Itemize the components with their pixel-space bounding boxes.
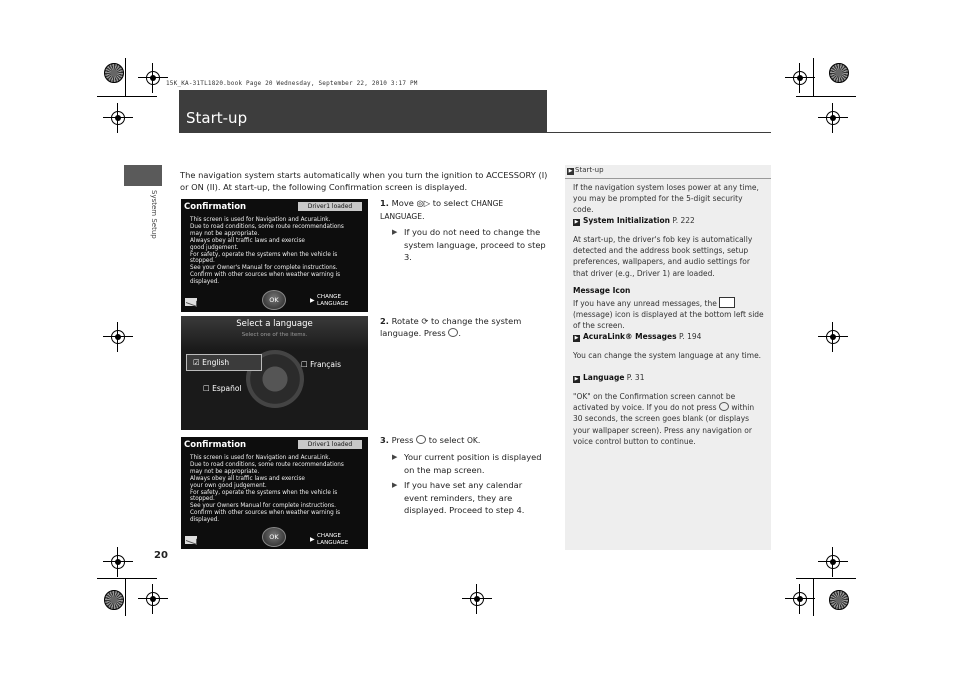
registration-disc-icon bbox=[104, 590, 124, 610]
trim-line bbox=[97, 96, 157, 97]
step-note-text: Your current position is displayed on the map screen. bbox=[404, 452, 542, 475]
step-text: Rotate bbox=[391, 316, 419, 326]
step-text: . bbox=[458, 328, 462, 338]
screen-title: Confirmation bbox=[184, 202, 247, 212]
sidebar-paragraph: If the navigation system loses power at any time, you may be prompted for the 5-digit security code. bbox=[573, 183, 759, 215]
screen-line: may not be appropriate. bbox=[190, 230, 260, 237]
step-text: . bbox=[421, 211, 425, 221]
sidebar-paragraph: At start-up, the driver's fob key is automatically detected and the address book settings, setup preferences, wallpapers, and audio settings for that driver (e.g., Driver 1) are loaded. bbox=[573, 235, 753, 278]
driver-badge: Driver1 loaded bbox=[298, 202, 362, 211]
screen-line: See your Owner's Manual for complete instructions. bbox=[190, 265, 338, 272]
change-label: CHANGE bbox=[317, 533, 341, 539]
crosshair-mark-icon bbox=[138, 63, 168, 93]
trim-line bbox=[97, 578, 157, 579]
screen-subtitle: Select one of the items. bbox=[241, 332, 308, 338]
sidebar-paragraph bbox=[573, 391, 765, 447]
page-title: Start-up bbox=[186, 109, 248, 127]
bullet-triangle-icon: ▶ bbox=[392, 453, 398, 461]
screen-line: stopped. bbox=[190, 496, 215, 503]
language-label: LANGUAGE bbox=[317, 301, 349, 307]
trim-line bbox=[125, 58, 126, 96]
sidebar-heading bbox=[565, 165, 771, 179]
step-1-note bbox=[392, 226, 547, 264]
step-2 bbox=[380, 315, 550, 339]
espanol-option: ☐ Español bbox=[203, 384, 242, 393]
crosshair-mark-icon bbox=[785, 63, 815, 93]
sidebar-text: "OK" on the Confirmation screen cannot be activated by voice. If you do not press bbox=[573, 392, 736, 413]
crosshair-mark-icon bbox=[103, 103, 133, 133]
language-label: LANGUAGE bbox=[317, 540, 349, 546]
joystick-icon: ◎▷ bbox=[416, 198, 431, 208]
sidebar-reference bbox=[573, 331, 765, 342]
screen-line: Confirm with other sources when weather warning is bbox=[190, 510, 341, 517]
step-text: Move bbox=[391, 198, 414, 208]
print-header: 15K_KA-31TL1820.book Page 20 Wednesday, September 22, 2010 3:17 PM bbox=[166, 80, 418, 87]
step-note-text: If you do not need to change the system language, proceed to step 3. bbox=[404, 227, 546, 262]
step-3 bbox=[380, 434, 550, 447]
reference-arrow-icon: ▶ bbox=[574, 219, 579, 225]
ok-button: OK bbox=[262, 290, 286, 310]
trim-line bbox=[813, 578, 814, 616]
section-label: System Setup bbox=[150, 190, 158, 239]
step-3-note-1 bbox=[392, 451, 547, 476]
registration-disc-icon bbox=[829, 590, 849, 610]
screen-line: may not be appropriate. bbox=[190, 468, 260, 475]
screen-line: good judgement. bbox=[190, 244, 239, 251]
step-number: 1. bbox=[380, 198, 389, 208]
crosshair-mark-icon bbox=[818, 547, 848, 577]
reference-label: System Initialization bbox=[583, 216, 670, 225]
step-number: 2. bbox=[380, 316, 389, 326]
change-language-button bbox=[310, 533, 349, 547]
driver-badge: Driver1 loaded bbox=[298, 440, 362, 449]
bullet-triangle-icon: ▶ bbox=[392, 228, 398, 236]
sidebar-paragraph bbox=[573, 297, 765, 332]
screen-body bbox=[190, 455, 362, 524]
crosshair-mark-icon bbox=[818, 103, 848, 133]
intro-paragraph: The navigation system starts automatically when you turn the ignition to ACCESSORY (I) or ON (II). At start-up, the following Confirmation screen is displayed. bbox=[180, 170, 548, 192]
screen-line: Always obey all traffic laws and exercise bbox=[190, 475, 305, 482]
sidebar-reference bbox=[573, 372, 765, 383]
step-text: Press bbox=[391, 435, 414, 445]
crosshair-mark-icon bbox=[462, 584, 492, 614]
reference-page: P. 194 bbox=[679, 332, 702, 341]
step-text: to select bbox=[428, 435, 465, 445]
step-1 bbox=[380, 197, 550, 223]
francais-option: ☐ Français bbox=[301, 360, 342, 369]
confirmation-screen-image-2 bbox=[181, 437, 368, 549]
trim-line bbox=[813, 58, 814, 96]
step-note-text: If you have set any calendar event reminders, they are displayed. Proceed to step 4. bbox=[404, 480, 525, 515]
crosshair-mark-icon bbox=[818, 322, 848, 352]
reference-page: P. 222 bbox=[672, 216, 695, 225]
language-screen-image bbox=[181, 316, 368, 430]
screen-line: This screen is used for Navigation and AcuraLink. bbox=[190, 455, 331, 461]
sidebar-text: If you have any unread messages, the bbox=[573, 299, 717, 308]
change-language-button bbox=[310, 294, 349, 308]
message-icon bbox=[719, 297, 735, 308]
right-arrow-icon: ▶ bbox=[310, 297, 315, 304]
message-icon bbox=[185, 298, 197, 306]
screen-title: Confirmation bbox=[184, 440, 247, 450]
title-rule bbox=[547, 132, 771, 133]
screen-line: For safety, operate the systems when the vehicle is bbox=[190, 489, 338, 496]
rotate-knob-icon: ⟳ bbox=[421, 316, 429, 326]
message-icon-heading: Message Icon bbox=[573, 286, 631, 295]
screen-line: your own good judgement. bbox=[190, 482, 267, 489]
bullet-triangle-icon: ▶ bbox=[392, 481, 398, 489]
reference-marker-icon: ▶ bbox=[568, 168, 573, 174]
right-arrow-icon: ▶ bbox=[310, 536, 315, 543]
sidebar-paragraph: You can change the system language at any time. bbox=[573, 351, 762, 360]
english-option: ☑ English bbox=[186, 354, 262, 371]
sidebar-text: within 30 seconds, the screen goes blank (or displays your wallpaper screen). Press any navigation or voice control button to continue. bbox=[573, 403, 755, 446]
step-target: CHANGE LANGUAGE bbox=[380, 199, 504, 221]
step-3-note-2 bbox=[392, 479, 547, 517]
crosshair-mark-icon bbox=[138, 584, 168, 614]
press-knob-icon bbox=[416, 435, 426, 444]
screen-body bbox=[190, 217, 362, 286]
sidebar-reference bbox=[573, 215, 765, 226]
screen-line: stopped. bbox=[190, 258, 215, 265]
screen-title: Select a language bbox=[236, 319, 313, 329]
screen-line: displayed. bbox=[190, 517, 220, 524]
reference-arrow-icon: ▶ bbox=[574, 335, 579, 341]
step-text: to change the system language. Press bbox=[380, 316, 522, 338]
page-number: 20 bbox=[154, 550, 168, 561]
message-icon bbox=[185, 536, 197, 544]
crosshair-mark-icon bbox=[103, 322, 133, 352]
reference-label: AcuraLink® Messages bbox=[583, 332, 677, 341]
change-label: CHANGE bbox=[317, 294, 341, 300]
step-text: . bbox=[477, 435, 481, 445]
screen-line: See your Owners Manual for complete instructions. bbox=[190, 503, 336, 510]
registration-disc-icon bbox=[829, 63, 849, 83]
screen-line: For safety, operate the systems when the vehicle is bbox=[190, 251, 338, 258]
press-knob-icon bbox=[448, 328, 458, 337]
screen-line: Due to road conditions, some route recommendations bbox=[190, 461, 344, 468]
crosshair-mark-icon bbox=[785, 584, 815, 614]
screen-line: Always obey all traffic laws and exercise bbox=[190, 237, 305, 244]
step-number: 3. bbox=[380, 435, 389, 445]
screen-line: This screen is used for Navigation and AcuraLink. bbox=[190, 217, 331, 223]
registration-disc-icon bbox=[104, 63, 124, 83]
step-text: to select bbox=[432, 198, 469, 208]
trim-line bbox=[796, 578, 856, 579]
sidebar-heading-text: Start-up bbox=[575, 166, 604, 174]
step-target: OK bbox=[466, 436, 478, 445]
trim-line bbox=[125, 578, 126, 616]
screen-line: Due to road conditions, some route recommendations bbox=[190, 223, 344, 230]
crosshair-mark-icon bbox=[103, 547, 133, 577]
section-tab bbox=[124, 165, 162, 186]
screen-line: Confirm with other sources when weather warning is bbox=[190, 272, 341, 279]
press-knob-icon bbox=[719, 402, 729, 411]
reference-page: P. 31 bbox=[626, 373, 645, 382]
sidebar-text: (message) icon is displayed at the bottom left side of the screen. bbox=[573, 310, 764, 331]
trim-line bbox=[796, 96, 856, 97]
ok-button: OK bbox=[262, 527, 286, 547]
confirmation-screen-image bbox=[181, 199, 368, 312]
reference-arrow-icon: ▶ bbox=[574, 376, 579, 382]
reference-label: Language bbox=[583, 373, 625, 382]
screen-line: displayed. bbox=[190, 279, 220, 286]
